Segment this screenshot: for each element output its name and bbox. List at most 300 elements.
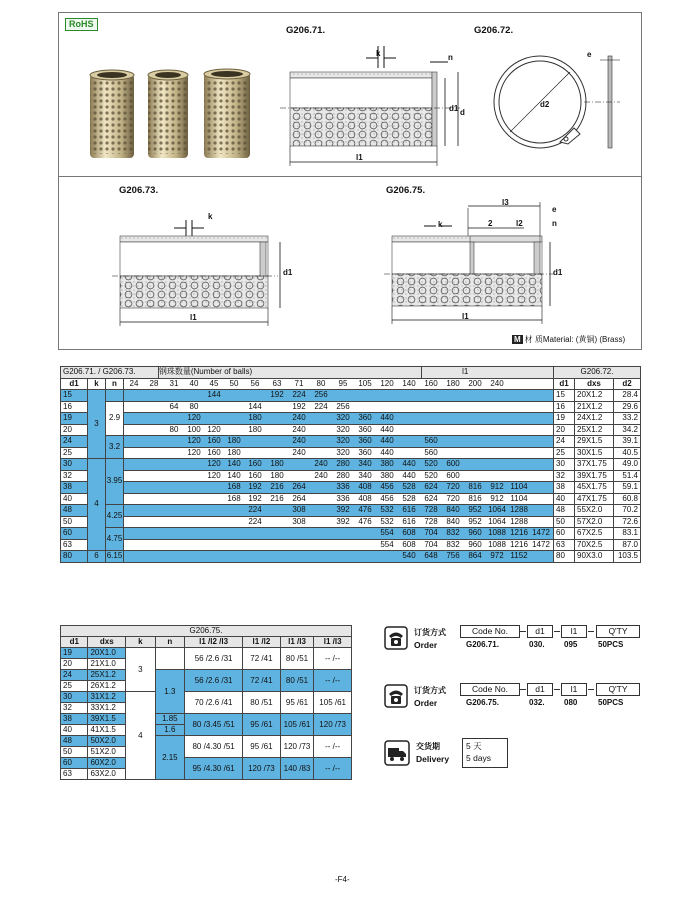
cell-l1-63: 192 [270, 390, 284, 399]
l1-field: l1 [561, 683, 587, 696]
cell-l1-240: 1064 [488, 516, 506, 526]
table-row [61, 516, 641, 528]
cell-l1-56: 160 [248, 470, 262, 480]
order-d1-value: 030. [529, 640, 545, 649]
cell-l1-180: 720 [446, 482, 460, 491]
cell-l1-105: 340 [358, 470, 372, 480]
dim-n-g75: n [552, 219, 557, 228]
truck-icon [384, 740, 410, 766]
code-no-field: Code No. [460, 683, 520, 696]
dim-k-g71: k [376, 49, 381, 58]
g75-l1-l3-a: 140 /83 [280, 758, 314, 780]
row-n: 3.95 [106, 459, 124, 505]
cell-l1-120: 456 [380, 482, 394, 491]
row-g72-d2: 87.0 [614, 539, 641, 551]
col-l1-56: 56 [250, 378, 260, 388]
delivery-days-cn: 5 天 [466, 741, 482, 751]
cell-l1-71: 264 [292, 493, 306, 503]
cell-l1-180: 840 [446, 516, 460, 526]
row-g72-d1: 20 [554, 424, 575, 436]
g75-l1-l3-b: -- /-- [314, 736, 352, 758]
g75-d1: 40 [61, 725, 88, 736]
g75-l1-l3-b: -- /-- [314, 648, 352, 670]
g75-row [61, 736, 352, 747]
col-d2: d2 [614, 378, 641, 390]
cell-l1-31: 80 [169, 424, 179, 434]
row-d1: 32 [61, 470, 88, 482]
cell-l1-180: 756 [446, 551, 460, 560]
col-l1-240: 240 [490, 378, 504, 388]
g75-n: 1.3 [155, 670, 185, 714]
cell-l1-80: 240 [314, 470, 328, 480]
cell-l1-105: 360 [358, 413, 372, 422]
g75-dxs: 20X1.0 [88, 648, 126, 659]
dim-l1-g71: l1 [356, 153, 363, 162]
cell-l1-120: 554 [380, 528, 394, 537]
row-g72-d1: 25 [554, 447, 575, 459]
g75-title-row [61, 626, 352, 637]
main-head-right: G206.72. [554, 367, 641, 379]
order-l1-value: 095 [564, 640, 578, 649]
g75-dxs: 25X1.2 [88, 670, 126, 681]
g75-l1-l2-l3: 70 /2.6 /41 [185, 692, 243, 714]
order-cn: 订货方式 [414, 628, 446, 637]
cell-l1-45: 120 [207, 424, 221, 434]
material-note [512, 334, 625, 345]
row-g72-d2: 39.1 [614, 436, 641, 448]
order-cn: 订货方式 [414, 686, 446, 695]
row-g72-d1: 60 [554, 528, 575, 540]
row-d1: 38 [61, 482, 88, 494]
row-g72-d2: 33.2 [614, 413, 641, 425]
cell-l1-80: 256 [314, 390, 328, 399]
row-g72-dxs: 55X2.0 [575, 505, 614, 517]
cell-l1-50: 140 [227, 470, 241, 480]
table-row [61, 390, 641, 402]
cell-l1-56: 192 [248, 493, 262, 503]
col-l1-105: 105 [358, 378, 372, 388]
g75-col-2: k [126, 637, 156, 648]
order-l1-value: 080 [564, 698, 578, 707]
dim-e-g75: e [552, 205, 557, 214]
col-d1: d1 [61, 378, 88, 390]
cell-l1-71: 224 [292, 390, 306, 399]
g75-row [61, 714, 352, 725]
cell-l1-40: 120 [187, 447, 201, 457]
row-n: 4.25 [106, 505, 124, 528]
g75-title: G206.75. [61, 626, 352, 637]
cell-l1-71: 240 [292, 436, 306, 445]
dim-2-g75: 2 [488, 219, 493, 228]
col-l1-95: 95 [338, 378, 348, 388]
row-g72-dxs: 30X1.5 [575, 447, 614, 459]
g75-l1-l2-l3: 80 /3.45 /51 [185, 714, 243, 736]
cell-l1-140: 540 [402, 551, 416, 560]
g75-dxs: 41X1.5 [88, 725, 126, 736]
delivery-cn: 交货期 [416, 742, 440, 751]
col-k: k [88, 378, 106, 390]
g75-row [61, 758, 352, 769]
cell-l1-120: 440 [380, 436, 394, 445]
row-g72-d2: 40.5 [614, 447, 641, 459]
row-g72-d2: 103.5 [614, 551, 641, 563]
material-mark: M [514, 335, 521, 344]
cell-l1-95: 320 [336, 447, 350, 457]
cell-l1-180: 600 [446, 470, 460, 480]
g75-row [61, 648, 352, 659]
dim-n-g71: n [448, 53, 453, 62]
row-g72-d1: 16 [554, 401, 575, 413]
g75-d1: 20 [61, 659, 88, 670]
drawing-g73 [112, 200, 292, 340]
col-l1-45: 45 [209, 378, 219, 388]
title-g75: G206.75. [386, 185, 426, 196]
cell-l1-120: 380 [380, 470, 394, 480]
cell-l1-200: 816 [468, 493, 482, 503]
g75-col-1: dxs [88, 637, 126, 648]
row-d1: 20 [61, 424, 88, 436]
g75-col-4: l1 /l2 /l3 [185, 637, 243, 648]
d1-field: d1 [527, 625, 553, 638]
g75-dxs: 31X1.2 [88, 692, 126, 703]
col-l1-31: 31 [169, 378, 179, 388]
row-g72-dxs: 45X1.75 [575, 482, 614, 494]
cell-l1-40: 80 [189, 401, 199, 411]
cell-l1-160: 704 [424, 528, 438, 537]
table-row [61, 482, 641, 494]
cell-l1-56: 224 [248, 516, 262, 526]
title-g72: G206.72. [474, 25, 514, 36]
row-g72-d2: 51.4 [614, 470, 641, 482]
g75-dxs: 50X2.0 [88, 736, 126, 747]
row-g72-dxs: 24X1.2 [575, 413, 614, 425]
row-n: 2.9 [106, 401, 124, 436]
drawing-g75 [384, 196, 574, 336]
g75-dxs: 26X1.2 [88, 681, 126, 692]
cell-l1-105: 408 [358, 493, 372, 503]
cell-l1-140: 608 [402, 528, 416, 537]
row-g72-d1: 40 [554, 493, 575, 505]
dim-d1-g73: d1 [283, 268, 293, 277]
cell-l1-160: 728 [424, 505, 438, 514]
cell-l1-40: 120 [187, 413, 201, 422]
cell-l1-95: 320 [336, 436, 350, 445]
cell-l1-95: 320 [336, 413, 350, 422]
main-head-balls: 钢珠数量(Number of balls) [158, 367, 253, 376]
row-d1: 15 [61, 390, 88, 402]
table-row [61, 424, 641, 436]
cell-l1-71: 308 [292, 516, 306, 526]
g75-col-3: n [155, 637, 185, 648]
delivery-days-en: 5 days [466, 753, 492, 763]
row-d1: 40 [61, 493, 88, 505]
dim-k-g75: k [438, 220, 443, 229]
col-l1-28: 28 [149, 378, 159, 388]
cell-l1-56: 180 [248, 424, 262, 434]
g75-n: 1.6 [155, 725, 185, 736]
row-g72-d2: 83.1 [614, 528, 641, 540]
cell-l1-200: 952 [468, 516, 482, 526]
order-qty-value: 50PCS [598, 640, 624, 649]
g75-k: 3 [126, 648, 156, 692]
row-d1: 24 [61, 436, 88, 448]
order-code-value: G206.75. [466, 698, 499, 707]
dim-k-g73: k [208, 212, 213, 221]
cell-l1-45: 144 [207, 390, 221, 399]
table-row [61, 401, 641, 413]
delivery-en: Delivery [416, 754, 450, 764]
cell-l1-x: 1288 [510, 516, 528, 526]
page-number: -F4- [335, 875, 350, 884]
g75-l1-l3-b: 105 /61 [314, 692, 352, 714]
row-d1: 80 [61, 551, 88, 563]
main-table-head-2 [61, 378, 641, 390]
col-l1-120: 120 [380, 378, 394, 388]
g75-d1: 48 [61, 736, 88, 747]
cell-l1-105: 408 [358, 482, 372, 491]
g75-l1-l3-a: 95 /61 [280, 692, 314, 714]
cell-l1-140: 616 [402, 516, 416, 526]
g75-l1-l2-l3: 80 /4.30 /51 [185, 736, 243, 758]
qty-field: Q'TY [596, 683, 640, 696]
row-g72-d1: 80 [554, 551, 575, 563]
dim-l1-g73: l1 [190, 313, 197, 322]
cell-l1-95: 320 [336, 424, 350, 434]
cell-l1-200: 960 [468, 539, 482, 549]
cell-l1-160: 520 [424, 459, 438, 468]
g75-l1-l2: 80 /51 [243, 692, 281, 714]
cell-l1-40: 120 [187, 436, 201, 445]
cell-l1-200: 864 [468, 551, 482, 560]
cell-l1-160: 704 [424, 539, 438, 549]
cell-l1-160: 560 [424, 447, 438, 457]
cell-l1-56: 192 [248, 482, 262, 491]
cell-l1-240: 912 [490, 482, 504, 491]
cell-l1-63: 180 [270, 459, 284, 468]
col-dxs: dxs [575, 378, 614, 390]
cell-l1-71: 240 [292, 413, 306, 422]
cell-l1-71: 240 [292, 424, 306, 434]
row-g72-d1: 50 [554, 516, 575, 528]
col-l1-24: 24 [129, 378, 139, 388]
cell-l1-200: 816 [468, 482, 482, 491]
row-g72-dxs: 70X2.5 [575, 539, 614, 551]
row-g72-d1: 48 [554, 505, 575, 517]
cell-l1-105: 360 [358, 447, 372, 457]
row-g72-d1: 63 [554, 539, 575, 551]
order-example-2 [384, 683, 644, 717]
cell-l1-240: 1064 [488, 505, 506, 514]
cell-l1-80: 224 [314, 401, 328, 411]
row-g72-d1: 24 [554, 436, 575, 448]
cell-l1-160: 624 [424, 482, 438, 491]
cell-l1-45: 160 [207, 436, 221, 445]
row-g72-dxs: 29X1.5 [575, 436, 614, 448]
g75-l1-l2-l3: 95 /4.30 /61 [185, 758, 243, 780]
cell-l1-45: 120 [207, 470, 221, 480]
cell-l1-71: 192 [292, 401, 306, 411]
cell-l1-95: 280 [336, 459, 350, 468]
col-l1-80: 80 [316, 378, 326, 388]
g75-d1: 50 [61, 747, 88, 758]
cell-l1-160: 648 [424, 551, 438, 560]
row-g72-d2: 49.0 [614, 459, 641, 471]
g75-l1-l2: 72 /41 [243, 648, 281, 670]
row-g72-d1: 38 [554, 482, 575, 494]
cell-l1-180: 720 [446, 493, 460, 503]
g75-l1-l3-b: 120 /73 [314, 714, 352, 736]
delivery-info [384, 738, 584, 772]
cell-l1-63: 180 [270, 470, 284, 480]
cell-l1-240: 912 [490, 493, 504, 503]
cell-l1-120: 440 [380, 447, 394, 457]
l1-field: l1 [561, 625, 587, 638]
row-d1: 50 [61, 516, 88, 528]
dim-d-g71: d [460, 108, 465, 117]
cell-l1-140: 440 [402, 470, 416, 480]
cell-l1-180: 840 [446, 505, 460, 514]
order-en: Order [414, 640, 438, 650]
cell-l1-50: 180 [227, 447, 241, 457]
cell-l1-180: 832 [446, 528, 460, 537]
g75-d1: 38 [61, 714, 88, 725]
col-l1-40: 40 [189, 378, 199, 388]
row-n: 3.2 [106, 436, 124, 459]
cell-l1-x: 1104 [510, 493, 528, 503]
order-en: Order [414, 698, 438, 708]
cell-l1-50: 180 [227, 436, 241, 445]
order-d1-value: 032. [529, 698, 545, 707]
cell-l1-160: 624 [424, 493, 438, 503]
dim-d1-g75: d1 [553, 268, 563, 277]
cell-l1-56: 224 [248, 505, 262, 514]
cell-l1-71: 264 [292, 482, 306, 491]
cell-l1-56: 180 [248, 413, 262, 422]
g75-d1: 25 [61, 681, 88, 692]
g75-l1-l2-l3: 56 /2.6 /31 [185, 648, 243, 670]
g75-k: 4 [126, 692, 156, 780]
cell-l1-x: 1216 [510, 528, 528, 537]
g75-dxs: 21X1.0 [88, 659, 126, 670]
title-g71: G206.71. [286, 25, 326, 36]
phone-icon [384, 626, 408, 650]
cell-l1-140: 528 [402, 493, 416, 503]
cell-l1-105: 360 [358, 436, 372, 445]
cell-l1-120: 532 [380, 516, 394, 526]
col-n: n [106, 378, 124, 390]
row-g72-d1: 32 [554, 470, 575, 482]
qty-field: Q'TY [596, 625, 640, 638]
row-g72-dxs: 20X1.2 [575, 390, 614, 402]
table-row [61, 539, 641, 551]
row-g72-dxs: 67X2.5 [575, 528, 614, 540]
g75-l1-l2: 95 /61 [243, 714, 281, 736]
cell-l1-y: 1472 [532, 539, 550, 549]
g75-dxs: 33X1.2 [88, 703, 126, 714]
g75-col-5: l1 /l2 [243, 637, 281, 648]
row-g72-d1: 15 [554, 390, 575, 402]
cell-l1-95: 392 [336, 516, 350, 526]
row-k: 3 [88, 390, 106, 459]
cell-l1-x: 1288 [510, 505, 528, 514]
cell-l1-80: 240 [314, 459, 328, 468]
row-g72-d1: 19 [554, 413, 575, 425]
cell-l1-120: 456 [380, 493, 394, 503]
table-row [61, 493, 641, 505]
g75-table [60, 625, 352, 780]
table-row [61, 470, 641, 482]
g75-dxs: 60X2.0 [88, 758, 126, 769]
cell-l1-140: 608 [402, 539, 416, 549]
main-head-left: G206.71. / G206.73. [61, 367, 159, 379]
title-g73: G206.73. [119, 185, 159, 196]
cell-l1-180: 600 [446, 459, 460, 468]
cell-l1-45: 120 [207, 459, 221, 468]
row-g72-dxs: 90X3.0 [575, 551, 614, 563]
cell-l1-140: 616 [402, 505, 416, 514]
g75-d1: 60 [61, 758, 88, 769]
g75-l1-l3-a: 105 /61 [280, 714, 314, 736]
row-d1: 19 [61, 413, 88, 425]
g75-col-0: d1 [61, 637, 88, 648]
cell-l1-105: 340 [358, 459, 372, 468]
bushing-photo-2 [148, 70, 188, 158]
g75-n: 1.85 [155, 714, 185, 725]
row-n: 6.15 [106, 551, 123, 560]
g75-dxs: 63X2.0 [88, 769, 126, 780]
row-g72-d1: 30 [554, 459, 575, 471]
cell-l1-95: 280 [336, 470, 350, 480]
row-g72-dxs: 39X1.75 [575, 470, 614, 482]
g75-dxs: 51X2.0 [88, 747, 126, 758]
cell-l1-50: 140 [227, 459, 241, 468]
row-d1: 63 [61, 539, 88, 551]
main-head-l1: l1 [422, 367, 554, 379]
row-n [106, 390, 124, 402]
g75-l1-l3-a: 80 /51 [280, 670, 314, 692]
row-g72-d2: 28.4 [614, 390, 641, 402]
cell-l1-40: 100 [187, 424, 201, 434]
cell-l1-200: 952 [468, 505, 482, 514]
dim-l3-g75: l3 [502, 198, 509, 207]
cell-l1-95: 392 [336, 505, 350, 514]
row-k: 6 [88, 551, 106, 563]
order-qty-value: 50PCS [598, 698, 624, 707]
ball-count-table [60, 366, 641, 563]
table-row [61, 436, 641, 448]
bushing-photo-3 [204, 69, 250, 158]
cell-l1-95: 336 [336, 482, 350, 491]
g75-col-7: l1 /l3 [314, 637, 352, 648]
g75-d1: 24 [61, 670, 88, 681]
dim-l2-g75: l2 [516, 219, 523, 228]
dim-d2-g72: d2 [540, 100, 550, 109]
row-k: 4 [88, 459, 106, 551]
col-l1-160: 160 [424, 378, 438, 388]
cell-l1-50: 168 [227, 493, 241, 503]
col-l1-140: 140 [402, 378, 416, 388]
cell-l1-95: 336 [336, 493, 350, 503]
cell-l1-120: 532 [380, 505, 394, 514]
g75-d1: 32 [61, 703, 88, 714]
cell-l1-120: 380 [380, 459, 394, 468]
table-row [61, 505, 641, 517]
code-no-field: Code No. [460, 625, 520, 638]
row-g72-dxs: 47X1.75 [575, 493, 614, 505]
cell-l1-120: 440 [380, 424, 394, 434]
row-g72-dxs: 37X1.75 [575, 459, 614, 471]
row-g72-d2: 59.1 [614, 482, 641, 494]
